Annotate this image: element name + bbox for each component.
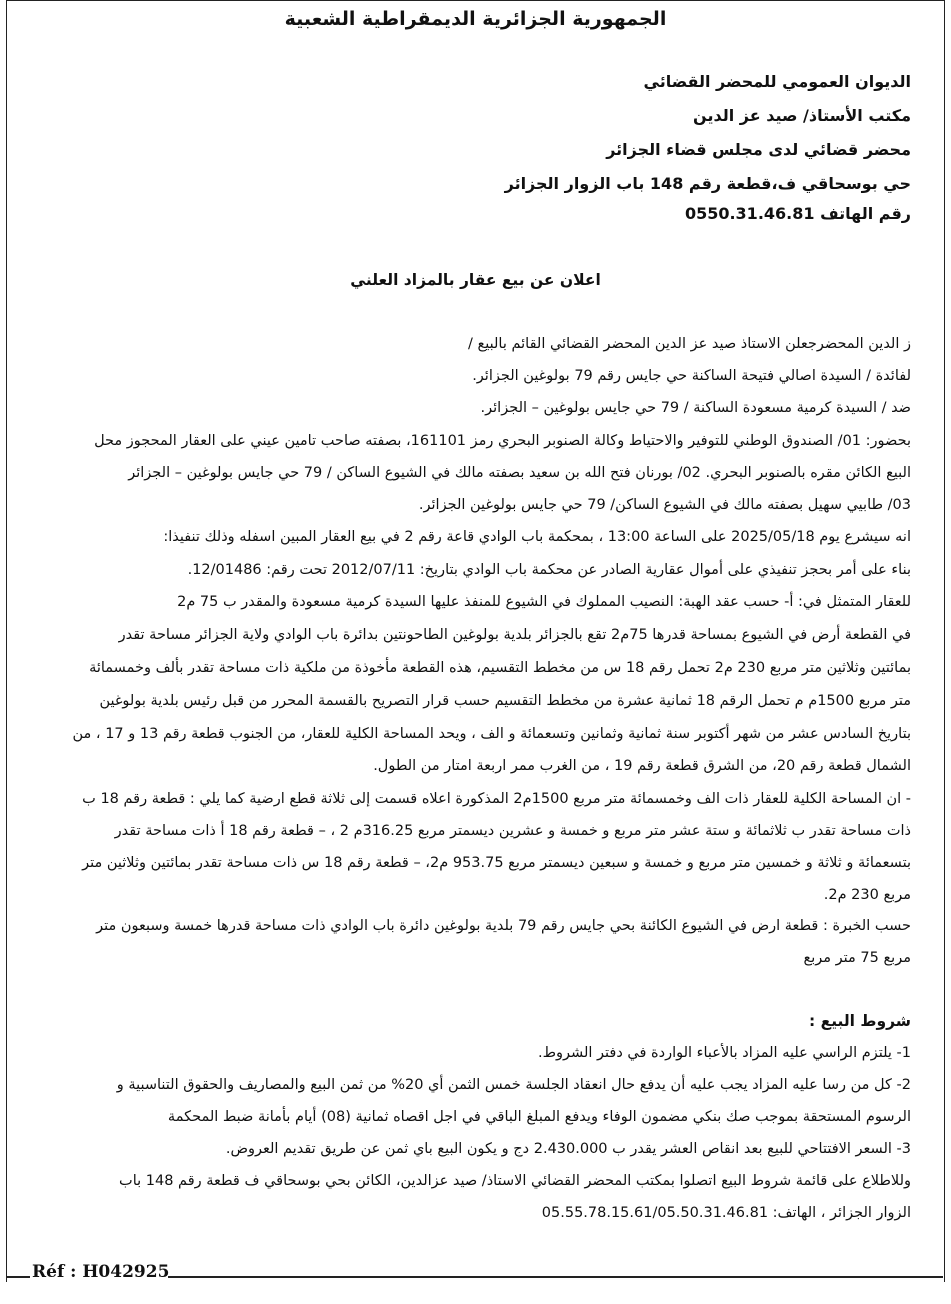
body-line: مربع 230 م2. <box>823 887 911 903</box>
condition-line: الزوار الجزائر ، الهاتف: 05.55.78.15.61/05.50.31.46.81 <box>541 1205 911 1221</box>
condition-line: وللاطلاع على قائمة شروط البيع اتصلوا بمكتب المحضر القضائي الاستاذ/ صيد عزالدين، الكائن بحي بوسحاقي ف قطعة رقم 148 باب <box>119 1173 911 1189</box>
republic-heading: الجمهورية الجزائرية الديمقراطية الشعبية <box>284 8 667 30</box>
reference-rule <box>168 1276 943 1278</box>
body-line: انه سيشرع يوم 2025/05/18 على الساعة 13:00 ، بمحكمة باب الوادي قاعة رقم 2 في بيع العقار المبين اسفله وذلك تنفيذا: <box>163 529 911 545</box>
court-name: محضر قضائي لدى مجلس قضاء الجزائر <box>606 140 911 159</box>
body-line: ذات مساحة تقدر ب ثلاثمائة و ستة عشر متر مربع و خمسة و عشرين ديسمتر مربع 316.25م 2 ، – قطعة رقم 18 أ ذات مساحة تقدر <box>114 823 911 839</box>
body-line: متر مربع 1500م م تحمل الرقم 18 ثمانية عشرة من مخطط التقسيم حسب قرار التصريح بالقسمة المحرر من قبل رئيس بلدية بولوغين <box>99 693 911 709</box>
conditions-title: شروط البيع : <box>809 1012 911 1030</box>
reference-number: Réf : H042925 <box>32 1262 170 1282</box>
condition-line: الرسوم المستحقة بموجب صك بنكي مضمون الوفاء ويدفع المبلغ الباقي في اجل اقصاه ثمانية (08) أيام بأمانة ضبط المحكمة <box>167 1109 911 1125</box>
body-line: ضد / السيدة كرمية مسعودة الساكنة / 79 حي جايس بولوغين – الجزائر. <box>480 400 911 416</box>
condition-line: 2- كل من رسا عليه المزاد يجب عليه أن يدفع حال انعقاد الجلسة خمس الثمن أي 20% من ثمن البيع والمصاريف والحقوق التناسبية و <box>116 1077 911 1093</box>
body-line: لفائدة / السيدة اصالي فتيحة الساكنة حي جايس رقم 79 بولوغين الجزائر. <box>472 368 911 384</box>
body-line: حسب الخبرة : قطعة ارض في الشيوع الكائنة بحي جايس رقم 79 بلدية بولوغين دائرة باب الوادي ذات مساحة قدرها خمسة وسبعون متر <box>96 918 911 934</box>
lawyer-name: مكتب الأستاذ/ صيد عز الدين <box>693 106 911 125</box>
body-line: بناء على أمر بحجز تنفيذي على أموال عقارية الصادر عن محكمة باب الوادي بتاريخ: 2012/07/11 تحت رقم: 12/01486. <box>187 562 911 578</box>
body-line: بحضور: 01/ الصندوق الوطني للتوفير والاحتياط وكالة الصنوبر البحري رمز 161101، بصفته صاحب تامين عيني على العقار المحجوز محل <box>94 433 911 449</box>
reference-rule-left <box>6 1276 30 1278</box>
body-line: بتسعمائة و ثلاثة و خمسين متر مربع و خمسة و سبعين ديسمتر مربع 953.75 م2، – قطعة رقم 18 س ذات مساحة تقدر بمائتين وثلاثين متر <box>82 855 911 871</box>
body-line: الشمال قطعة رقم 20، من الشرق قطعة رقم 19 ، من الغرب ممر اربعة امتار من الطول. <box>373 758 911 774</box>
body-line: بتاريخ السادس عشر من شهر أكتوبر سنة ثمانية وثمانين وتسعمائة و الف ، ويحد المساحة الكلية للعقار، من الجنوب قطعة رقم 13 و 17 ، من <box>72 726 911 742</box>
body-line: ز الدين المحضرجعلن الاستاذ صيد عز الدين المحضر القضائي القائم بالبيع / <box>468 336 911 352</box>
body-line: مربع 75 متر مربع <box>803 950 911 966</box>
body-line: بمائتين وثلاثين متر مربع 230 م2 تحمل رقم 18 س من مخطط التقسيم، هذه القطعة مأخوذة من ملكية ذات مساحة تقدر بألف وخمسمائة <box>89 660 911 676</box>
condition-line: 3- السعر الافتتاحي للبيع بعد انقاص العشر يقدر ب 2.430.000 دج و يكون البيع باي ثمن عن طريق تقديم العروض. <box>225 1141 911 1157</box>
office-phone: رقم الهاتف 0550.31.46.81 <box>684 204 911 223</box>
office-name: الديوان العمومي للمحضر القضائي <box>643 72 911 91</box>
body-line: البيع الكائن مقره بالصنوبر البحري. 02/ بورنان فتح الله بن سعيد بصفته مالك في الشيوع الساكن / 79 حي جايس بولوغين – الجزائر <box>128 465 911 481</box>
condition-line: 1- يلتزم الراسي عليه المزاد بالأعباء الواردة في دفتر الشروط. <box>538 1045 911 1061</box>
body-line: للعقار المتمثل في: أ- حسب عقد الهبة: النصيب المملوك في الشيوع للمنفذ عليها السيدة كرمية مسعودة والمقدر ب 75 م2 <box>177 594 911 610</box>
body-line: في القطعة أرض في الشيوع بمساحة قدرها 75م2 تقع بالجزائر بلدية بولوغين الطاحونتين بدائرة باب الوادي ولاية الجزائر مساحة تقدر <box>118 627 911 643</box>
announcement-title: اعلان عن بيع عقار بالمزاد العلني <box>350 271 601 289</box>
office-address: حي بوسحاقي ف،قطعة رقم 148 باب الزوار الجزائر <box>504 174 911 193</box>
body-line: - ان المساحة الكلية للعقار ذات الف وخمسمائة متر مربع 1500م2 المذكورة اعلاه قسمت إلى ثلاثة قطع ارضية كما يلي : قطعة رقم 18 ب <box>82 791 911 807</box>
body-line: 03/ طابيي سهيل بصفته مالك في الشيوع الساكن/ 79 حي جايس بولوغين الجزائر. <box>418 497 911 513</box>
